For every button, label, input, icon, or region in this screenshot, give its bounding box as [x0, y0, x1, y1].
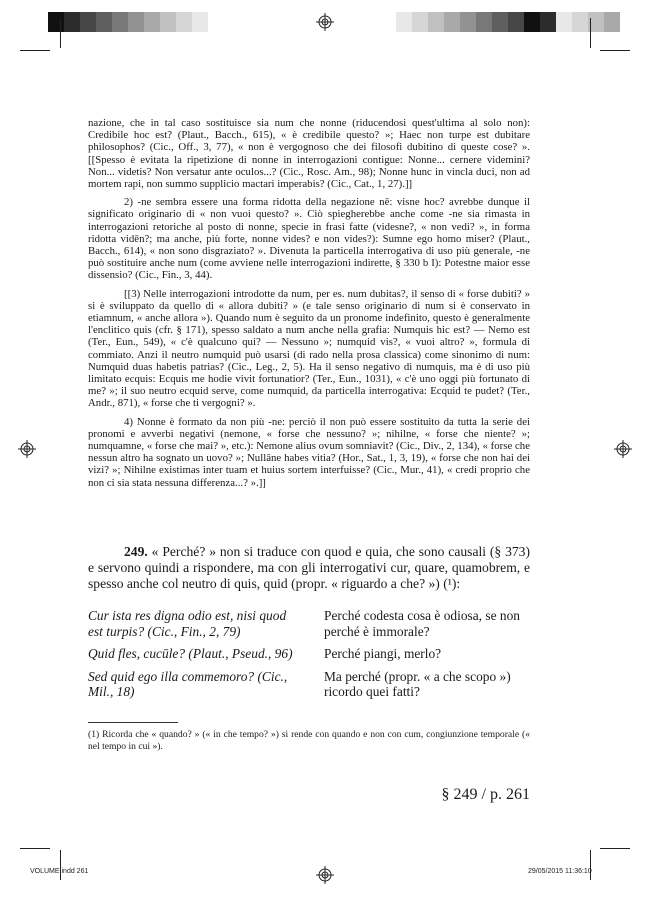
registration-mark-icon [316, 866, 334, 884]
example-row [88, 646, 530, 669]
paragraph: nazione, che in tal caso sostituisce sia num che nonne (riducendosi quest'ultima al solo non): Credibile hoc est? (Plaut., Bacch., 615), « è credibile questo? »; Haec non turpe est dubitare philosophos? (Cic., Off., 3, 77), « non è vergognoso che dei filosofi dubitino di queste cose? ». [[Spesso è evitata la ripetizione di nonne in interrogazioni contigue: Nonne... cernere videmini? Non... videtis? Non versatur ante oculos...? (Cic., Rosc. Am., 98); Nonne hunc in vincla duci, non ad mortem rapi, non summo supplicio mactari imperabis? (Cic., Cat., 1, 27).]] [88, 117, 530, 191]
example-latin: Cur ista res digna odio est, nisi quod est turpis? (Cic., Fin., 2, 79) [88, 608, 287, 639]
example-italian: Perché piangi, merlo? [324, 646, 442, 661]
section-number: 249. [124, 544, 148, 559]
section-text: « Perché? » non si traduce con quod e quia, che sono causali (§ 373) e servono quindi a rispondere, ma con gli interrogativi cur, quare, quamobrem, e spesso anche col neutro di quis, quid (propr. « riguardo a che? ») (¹): [88, 544, 530, 591]
slug-file: VOLUME.indd 261 [30, 868, 89, 875]
crop-mark [20, 50, 50, 51]
crop-mark [60, 850, 61, 880]
crop-mark [20, 848, 50, 849]
color-bar-left [48, 12, 208, 32]
registration-mark-icon [614, 440, 632, 458]
paragraph: 4) Nonne è formato da non più -ne: perciò il non può essere sostituito da tutta la serie dei pronomi e avverbi negativi (nemone, « forse che nessuno? »; nihilne, « forse che niente? »; numquamne, « forse che mai? », etc.): Nemone alius ovum somniavit? (Cic., Div., 2, 134), « forse che nessun altro ha sognato un uovo? »; Nullāne habes vitia? (Hor., Sat., 1, 3, 19), « forse che non hai dei vizi? »; Nihilne existimas inter tuam et huius sortem interfuisse? (Cic., Mur., 41), « credi proprio che non ci sia stata nessuna differenza...? ».]] [88, 415, 530, 489]
crop-mark [600, 848, 630, 849]
crop-mark [60, 18, 61, 48]
example-row [88, 608, 530, 646]
crop-mark [590, 18, 591, 48]
section-249 [88, 544, 530, 592]
example-latin: Quid fles, cucūle? (Plaut., Pseud., 96) [88, 646, 293, 661]
registration-mark-icon [18, 440, 36, 458]
example-italian: Ma perché (propr. « a che scopo ») ricordo quei fatti? [324, 668, 511, 699]
footnote: (1) Ricorda che « quando? » (« in che tempo? ») si rende con quando e non con cum, congiunzione temporale (« nel tempo in cui »). [88, 729, 530, 752]
examples-table [88, 608, 530, 707]
example-row [88, 669, 530, 707]
paragraph: [[3) Nelle interrogazioni introdotte da num, per es. num dubitas?, il senso di « forse dubiti? » si è sviluppato da quello di « allora dubiti? » (e tale senso originario di num si è conservato in etiamnum, « anche allora »). Quando num è seguito da un pronome indefinito, questo è generalmente l'enclitico quis (cfr. § 171), spesso saldato a num anche nella grafia: Numquis hic est? — Nemo est (Ter., Eun., 549), « c'è qualcuno qui? — Nessuno »; numquid vis?, « vuoi altro? », formula di commiato. Anzi il neutro numquid può usarsi (di rado nella prosa classica) come sinonimo di num: Numquid duas habetis patrias? (Cic., Leg., 2, 5). Ha il senso negativo di numquis, ma è di uso più limitato ecquis: Ecquis me hodie vivit fortunatior? (Ter., Eun., 1031), « c'è uno oggi più fortunato di me? »; il suo neutro ecquid serve, come numquid, da particella interrogativa: Ecquid te pudet? (Ter., Andr., 871), « forse che ti vergogni? ». [88, 287, 530, 410]
example-italian: Perché codesta cosa è odiosa, se non perché è immorale? [324, 608, 520, 639]
footnote-rule [88, 722, 178, 723]
registration-mark-icon [316, 13, 334, 31]
examples-block [88, 608, 530, 707]
crop-mark [590, 850, 591, 880]
crop-mark [600, 50, 630, 51]
example-latin: Sed quid ego illa commemoro? (Cic., Mil., 18) [88, 668, 288, 699]
paragraph: 2) -ne sembra essere una forma ridotta della negazione nē: visne hoc? avrebbe dunque il significato originario di « non vuoi questo? ». Ciò spiegherebbe anche come -ne sia rimasta in interrogazioni retoriche al posto di nonne, specie in frasi fatte (videsne?, « non vedi? », in forma ridotta vidēn?; ma anche, più forte, nonne vides? e non vides?): Sumne ego homo miser? (Plaut., Bacch., 614), « non sono disgraziato? ». Divenuta la particella interrogativa di uso più generale, -ne può sostituire anche num (come avviene nelle interrogazioni indirette, § 330 b I): Potestne maior esse dissensio? (Cic., Fin., 3, 44). [88, 196, 530, 282]
slug-date: 29/05/2015 11:36:10 [528, 868, 592, 875]
color-bar-right [396, 12, 620, 32]
small-print-block [88, 117, 530, 489]
page-reference: § 249 / p. 261 [441, 786, 530, 803]
